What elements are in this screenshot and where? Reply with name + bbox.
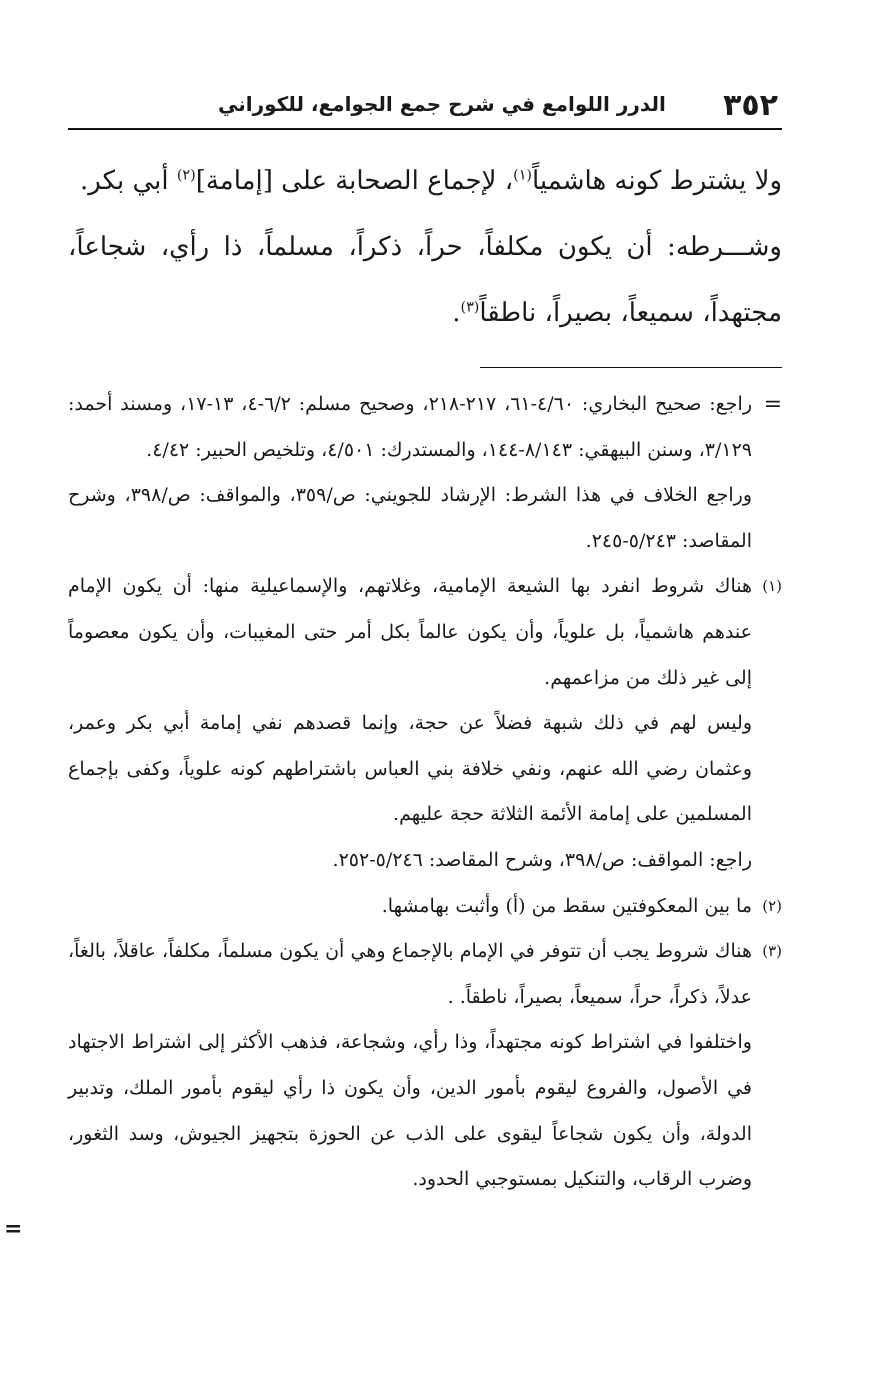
continuation-mark: = [763,392,782,417]
footnote-mark: (١) [762,577,782,596]
footnotes [68,382,782,1203]
footnote-text: راجع: صحيح البخاري: ٤/٦٠-٦١، ٢١٧-٢١٨، وصحيح مسلم: ٦/٢-٤، ١٣-١٧، ومسند أحمد: ٣/١٢٩، وسنن البيهقي: ٨/١٤٣-١٤٤، والمستدرك: ٤/٥٠١، وتلخيص الحبير: ٤/٤٢. [68,393,752,461]
footnote-2 [68,884,782,930]
footnote-1-paragraph [68,838,782,884]
footnote-continuation [68,382,782,473]
text-run: وشـــرطه: أن يكون مكلفاً، حراً، ذكراً، مسلماً، ذا رأي، شجاعاً، مجتهداً، سميعاً، بصيراً، ناطقاً [68,232,782,328]
footnote-separator [480,367,782,368]
footnote-mark: (٢) [762,896,782,915]
footnote-mark: (٣) [762,942,782,961]
main-paragraph [68,214,782,346]
footnote-1-paragraph [68,701,782,838]
footnote-ref: (٢) [176,167,196,184]
footnote-ref: (١) [513,167,532,184]
main-text [68,148,782,346]
footnote-continuation [68,473,782,564]
footnote-text: راجع: المواقف: ص/٣٩٨، وشرح المقاصد: ٥/٢٤٦-٢٥٢. [332,848,752,871]
main-paragraph [68,148,782,214]
footnote-text: هناك شروط انفرد بها الشيعة الإمامية، وغلاتهم، والإسماعيلية منها: أن يكون الإمام عندهم هاشمياً، بل علوياً، وأن يكون عالماً بكل أمر حتى المغيبات، وأن يكون معصوماً إلى غير ذلك من مزاعمهم. [68,575,752,689]
footnote-3 [68,929,782,1020]
footnote-1 [68,564,782,701]
text-run: . [452,298,461,328]
footnote-text: هناك شروط يجب أن تتوفر في الإمام بالإجماع وهي أن يكون مسلماً، مكلفاً، عاقلاً، بالغاً، عدلاً، ذكراً، حراً، سميعاً، بصيراً، ناطقاً. . [68,940,752,1008]
continuation-end-mark: = [4,1216,23,1242]
footnote-3-paragraph [68,1020,782,1202]
footnote-text: وليس لهم في ذلك شبهة فضلاً عن حجة، وإنما قصدهم نفي إمامة أبي بكر وعمر، وعثمان رضي الله عنهم، ونفي خلافة بني العباس باشتراطهم كونه علوياً، وكفى بإجماع المسلمين على إمامة الأئمة الثلاثة حجة عليهم. [68,712,752,826]
text-run: ، لإجماع الصحابة على [إمامة] [195,166,514,196]
text-run: ولا يشترط كونه هاشمياً [531,166,782,196]
footnote-text: ما بين المعكوفتين سقط من (أ) وأثبت بهامشها. [381,894,752,917]
header-rule [68,128,782,130]
footnote-text: وراجع الخلاف في هذا الشرط: الإرشاد للجويني: ص/٣٥٩، والمواقف: ص/٣٩٨، وشرح المقاصد: ٥/٢٤٣-٢٤٥. [68,484,753,552]
footnote-ref: (٣) [460,299,480,316]
page-header [68,88,782,128]
text-run: أبي بكر. [79,166,177,196]
running-title: الدرر اللوامع في شرح جمع الجوامع، للكوراني [218,92,666,116]
footnote-text: واختلفوا في اشتراط كونه مجتهداً، وذا رأي، وشجاعة، فذهب الأكثر إلى اشتراط الاجتهاد في الأصول، والفروع ليقوم بأمور الدين، وأن يكون ذا رأي ليقوم بأمور الملك، وتدبير الدولة، وأن يكون شجاعاً ليقوى على الذب عن الحوزة بتجهيز الجيوش، وسد الثغور، وضرب الرقاب، والتنكيل بمستوجبي الحدود. [68,1031,752,1191]
page-number: ٣٥٢ [723,88,778,123]
